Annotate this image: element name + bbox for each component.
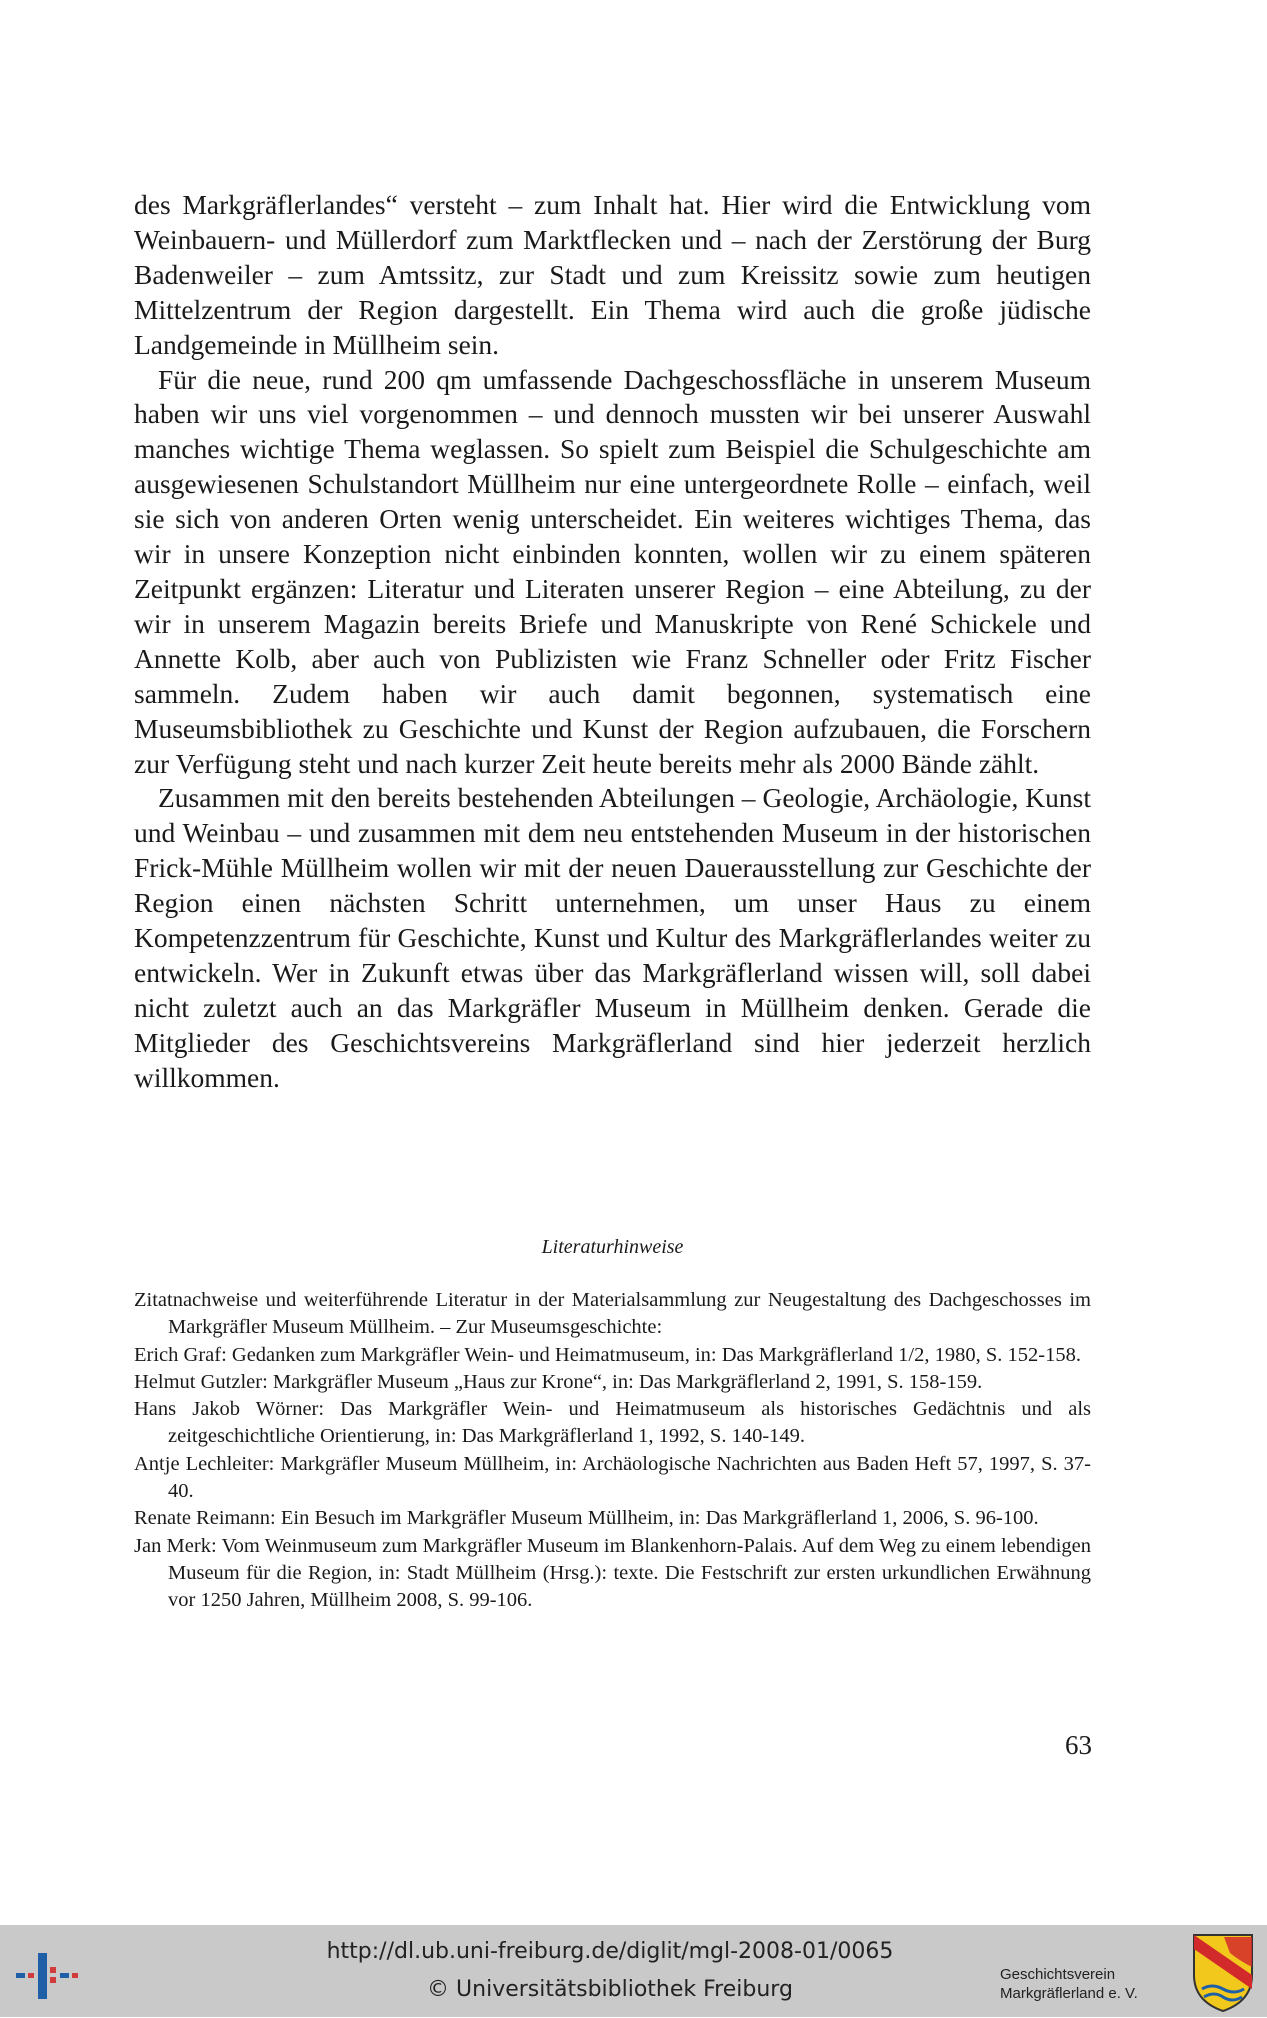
literature-entry: Jan Merk: Vom Weinmuseum zum Markgräfler Museum im Blankenhorn-Palais. Auf dem Weg zu einem lebendigen Museum für die Region, in: Stadt Müllheim (Hrsg.): texte. Die Festschrift zur ersten urkundlichen Erwähnung vor 1250 Jahren, Müllheim 2008, S. 99-106.: [134, 1534, 1091, 1612]
literature-heading: Literaturhinweise: [541, 1236, 684, 1258]
literature-entry: Zitatnachweise und weiterführende Literatur in der Materialsammlung zur Neugestaltung des Dachgeschosses im Markgräfler Museum Müllheim. – Zur Museumsgeschichte:: [134, 1289, 1091, 1339]
literature-entry: Hans Jakob Wörner: Das Markgräfler Wein- und Heimatmuseum als historisches Gedächtnis und als zeitgeschichtliche Orientierung, in: Das Markgräflerland 1, 1992, S. 140-149.: [134, 1398, 1091, 1448]
paragraph: Zusammen mit den bereits bestehenden Abteilungen – Geologie, Archäologie, Kunst und Weinbau – und zusammen mit dem neu entstehenden Museum in der historischen Frick-Mühle Müllheim wollen wir mit der neuen Dauerausstellung zur Geschichte der Region einen nächsten Schritt unternehmen, um unser Haus zu einem Kompetenzzentrum für Geschichte, Kunst und Kultur des Markgräflerlandes weiter zu entwickeln. Wer in Zukunft etwas über das Markgräflerland wissen will, soll dabei nicht zuletzt auch an das Markgräfler Museum in Müllheim denken. Gerade die Mitglieder des Geschichtsvereins Markgräflerland sind hier jederzeit herzlich willkommen.: [134, 782, 1091, 1093]
body-text: [134, 188, 1091, 1096]
literature-list: [134, 1287, 1091, 1615]
literature-entry: Antje Lechleiter: Markgräfler Museum Müllheim, in: Archäologische Nachrichten aus Baden Heft 57, 1997, S. 37-40.: [134, 1452, 1091, 1503]
literature-entry: Helmut Gutzler: Markgräfler Museum „Haus zur Krone“, in: Das Markgräflerland 2, 1991, S. 158-159.: [134, 1370, 983, 1393]
paragraph: des Markgräflerlandes“ versteht – zum Inhalt hat. Hier wird die Entwicklung vom Weinbauern- und Müllerdorf zum Marktflecken und – nach der Zerstörung der Burg Badenweiler – zum Amtssitz, zur Stadt und zum Kreissitz sowie zum heutigen Mittelzentrum der Region dargestellt. Ein Thema wird auch die große jüdische Landgemeinde in Müllheim sein.: [134, 189, 1091, 360]
literature-entry: Erich Graf: Gedanken zum Markgräfler Wein- und Heimatmuseum, in: Das Markgräflerland 1/2, 1980, S. 152-158.: [134, 1343, 1081, 1366]
society-name-line: Markgräflerland e. V.: [1000, 1985, 1138, 2002]
page-number: 63: [1065, 1730, 1092, 1760]
paragraph: Für die neue, rund 200 qm umfassende Dachgeschossfläche in unserem Museum haben wir uns viel vorgenommen – und dennoch mussten wir bei unserer Auswahl manches wichtige Thema weglassen. So spielt zum Beispiel die Schulgeschichte am ausgewiesenen Schulstandort Müllheim nur eine untergeordnete Rolle – einfach, weil sie sich von anderen Orten wenig unterscheidet. Ein weiteres wichtiges Thema, das wir in unsere Konzeption nicht einbinden konnten, wollen wir zu einem späteren Zeitpunkt ergänzen: Literatur und Literaten unserer Region – eine Abteilung, zu der wir in unserem Magazin bereits Briefe und Manuskripte von René Schickele und Annette Kolb, aber auch von Publizisten wie Franz Schneller oder Fritz Fischer sammeln. Zudem haben wir auch damit begonnen, systematisch eine Museumsbibliothek zu Geschichte und Kunst der Region aufzubauen, die Forschern zur Verfügung steht und nach kurzer Zeit heute bereits mehr als 2000 Bände zählt.: [134, 363, 1091, 779]
footer-bar: [0, 1925, 1267, 2017]
literature-entry: Renate Reimann: Ein Besuch im Markgräfler Museum Müllheim, in: Das Markgräflerland 1, 2006, S. 96-100.: [134, 1507, 1039, 1530]
source-url-link[interactable]: http://dl.ub.uni-freiburg.de/diglit/mgl-2008-01/0065: [326, 1939, 894, 1964]
ub-freiburg-logo-icon[interactable]: [14, 1947, 80, 2003]
copyright-text: © Universitätsbibliothek Freiburg: [427, 1977, 793, 2002]
society-name: [1000, 1965, 1190, 2003]
society-name-line: Geschichtsverein: [1000, 1966, 1116, 1983]
coat-of-arms-icon: [1190, 1931, 1256, 2013]
